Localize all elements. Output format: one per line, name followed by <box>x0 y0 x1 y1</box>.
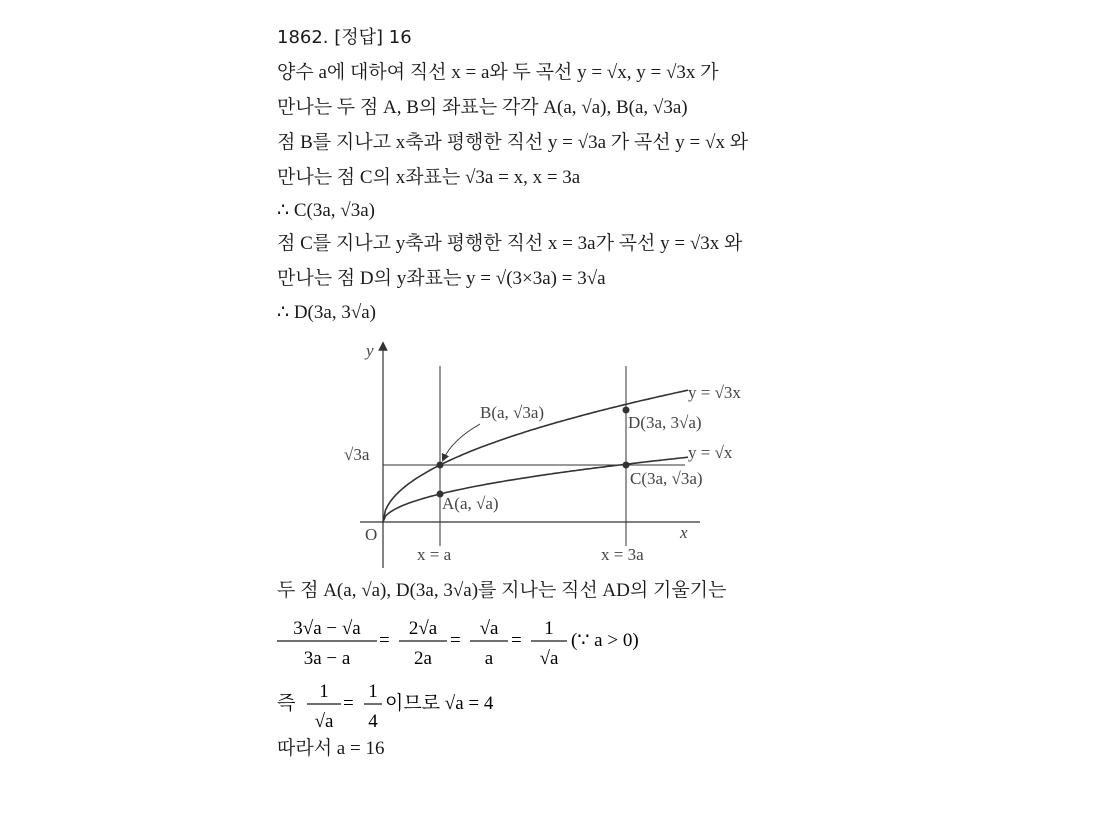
problem-header: 1862. [정답] 16 <box>277 27 412 48</box>
eq-den-1: √a <box>314 711 334 732</box>
slope-equation <box>277 614 697 670</box>
label-x-3a: x = 3a <box>601 545 644 564</box>
curve-sqrt-x <box>383 457 688 522</box>
slope-num-1: 3√a − √a <box>293 618 361 639</box>
slope-num-3: √a <box>479 618 499 639</box>
svg-text:=: = <box>343 693 354 714</box>
sqrt-equation-svg <box>277 677 597 733</box>
slope-intro: 두 점 A(a, √a), D(3a, 3√a)를 지나는 직선 AD의 기울기는 <box>277 580 727 601</box>
label-curve-lower: y = √x <box>688 443 733 462</box>
slope-equation-svg <box>277 614 697 670</box>
eq-tail: 이므로 √a = 4 <box>385 693 494 714</box>
slope-den-4: √a <box>539 648 559 669</box>
solution-line-4: 만나는 점 C의 x좌표는 √3a = x, x = 3a <box>277 167 581 188</box>
graph-figure <box>340 336 770 572</box>
slope-den-1: 3a − a <box>303 648 351 669</box>
label-D: D(3a, 3√a) <box>628 413 702 432</box>
eq-den-2: 4 <box>368 711 378 732</box>
label-B: B(a, √3a) <box>480 403 545 422</box>
sqrt-equation <box>277 677 597 733</box>
therefore-C: ∴ C(3a, √3a) <box>277 200 375 221</box>
label-x-a: x = a <box>417 545 452 564</box>
point-B <box>437 462 444 469</box>
solution-line-2: 만나는 두 점 A, B의 좌표는 각각 A(a, √a), B(a, √3a) <box>277 97 688 118</box>
svg-text:=: = <box>450 630 461 651</box>
label-C: C(3a, √3a) <box>630 469 703 488</box>
slope-num-2: 2√a <box>408 618 438 639</box>
solution-line-6: 만나는 점 D의 y좌표는 y = √(3×3a) = 3√a <box>277 268 606 289</box>
final-answer: 따라서 a = 16 <box>277 738 385 759</box>
solution-line-3: 점 B를 지나고 x축과 평행한 직선 y = √3a 가 곡선 y = √x 와 <box>277 132 749 153</box>
origin-label: O <box>365 525 378 544</box>
label-curve-upper: y = √3x <box>688 383 741 402</box>
svg-text:=: = <box>379 630 390 651</box>
slope-reason: (∵ a > 0) <box>571 630 639 651</box>
eq-num-2: 1 <box>368 681 378 702</box>
slope-den-2: 2a <box>414 648 432 669</box>
point-C <box>623 462 630 469</box>
slope-num-4: 1 <box>544 618 554 639</box>
graph-svg <box>340 336 770 572</box>
y-axis-label: y <box>366 341 374 360</box>
svg-text:=: = <box>511 630 522 651</box>
eq-num-1: 1 <box>319 681 329 702</box>
slope-den-3: a <box>484 648 494 669</box>
therefore-D: ∴ D(3a, 3√a) <box>277 302 377 323</box>
y-tick-sqrt3a: √3a <box>344 445 370 464</box>
solution-line-1: 양수 a에 대하여 직선 x = a와 두 곡선 y = √x, y = √3x 가 <box>277 62 719 83</box>
label-A: A(a, √a) <box>442 494 499 513</box>
solution-line-5: 점 C를 지나고 y축과 평행한 직선 x = 3a가 곡선 y = √3x 와 <box>277 233 743 254</box>
x-axis-label: x <box>680 523 688 542</box>
jeuk-label: 즉 <box>277 692 296 714</box>
